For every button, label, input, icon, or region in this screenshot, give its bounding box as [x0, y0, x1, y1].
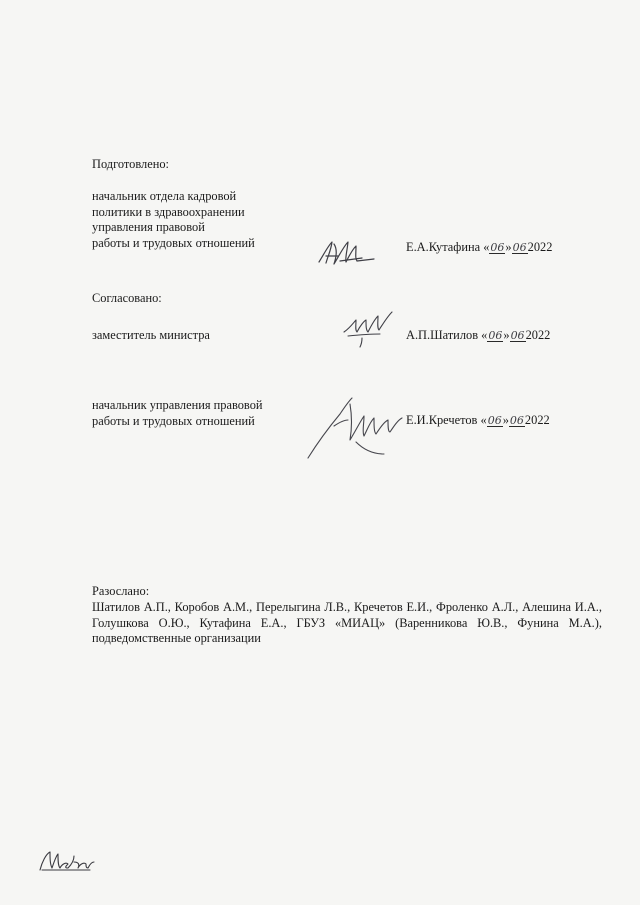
- date-close-quote: »: [505, 240, 512, 254]
- kutafina-signature: [316, 236, 380, 270]
- approver-position-line: работы и трудовых отношений: [92, 413, 255, 428]
- approver-day: 06: [488, 329, 503, 342]
- date-open-quote: «: [480, 413, 487, 427]
- date-open-quote: «: [481, 328, 488, 342]
- prepared-position-line: работы и трудовых отношений: [92, 235, 255, 250]
- prepared-position-line: начальник отдела кадровой: [92, 189, 237, 203]
- prepared-position-line: политики в здравоохранении: [92, 204, 245, 219]
- prepared-year: 2022: [527, 240, 553, 254]
- initials-mark: [36, 846, 96, 876]
- approver-person: Е.И.Кречетов: [406, 413, 478, 427]
- approver-month: 06: [509, 414, 524, 427]
- distribution-list: Шатилов А.П., Коробов А.М., Перелыгина Л.В., Кречетов Е.И., Фроленко А.Л., Алешина И.А., Голушкова О.Ю., Кутафина Е.А., ГБУЗ «МИАЦ» (Варенникова Ю.В., Фунина М.А.), подведомственные организации: [92, 600, 602, 645]
- prepared-month: 06: [512, 241, 527, 254]
- distribution-heading: Разослано:: [92, 584, 150, 598]
- approver-position-line: заместитель министра: [92, 328, 210, 342]
- approver-person: А.П.Шатилов: [406, 328, 479, 342]
- approver-position: [92, 328, 210, 344]
- approver-signoff: [406, 328, 550, 343]
- prepared-position: [92, 189, 255, 251]
- prepared-day: 06: [490, 241, 505, 254]
- approver-signoff: [406, 413, 550, 428]
- approver-position: [92, 398, 263, 429]
- date-open-quote: «: [483, 240, 490, 254]
- prepared-position-line: управления правовой: [92, 220, 205, 234]
- prepared-heading: Подготовлено:: [92, 157, 169, 171]
- prepared-signoff: [406, 240, 552, 255]
- approver-month: 06: [510, 329, 525, 342]
- date-close-quote: »: [503, 328, 510, 342]
- prepared-person: Е.А.Кутафина: [406, 240, 481, 254]
- krechetov-signature: [304, 392, 414, 464]
- shatilov-signature: [340, 308, 396, 348]
- approver-year: 2022: [524, 413, 550, 427]
- approver-day: 06: [487, 414, 502, 427]
- approved-heading: Согласовано:: [92, 291, 162, 305]
- date-close-quote: »: [502, 413, 509, 427]
- approver-position-line: начальник управления правовой: [92, 398, 263, 412]
- approver-year: 2022: [525, 328, 551, 342]
